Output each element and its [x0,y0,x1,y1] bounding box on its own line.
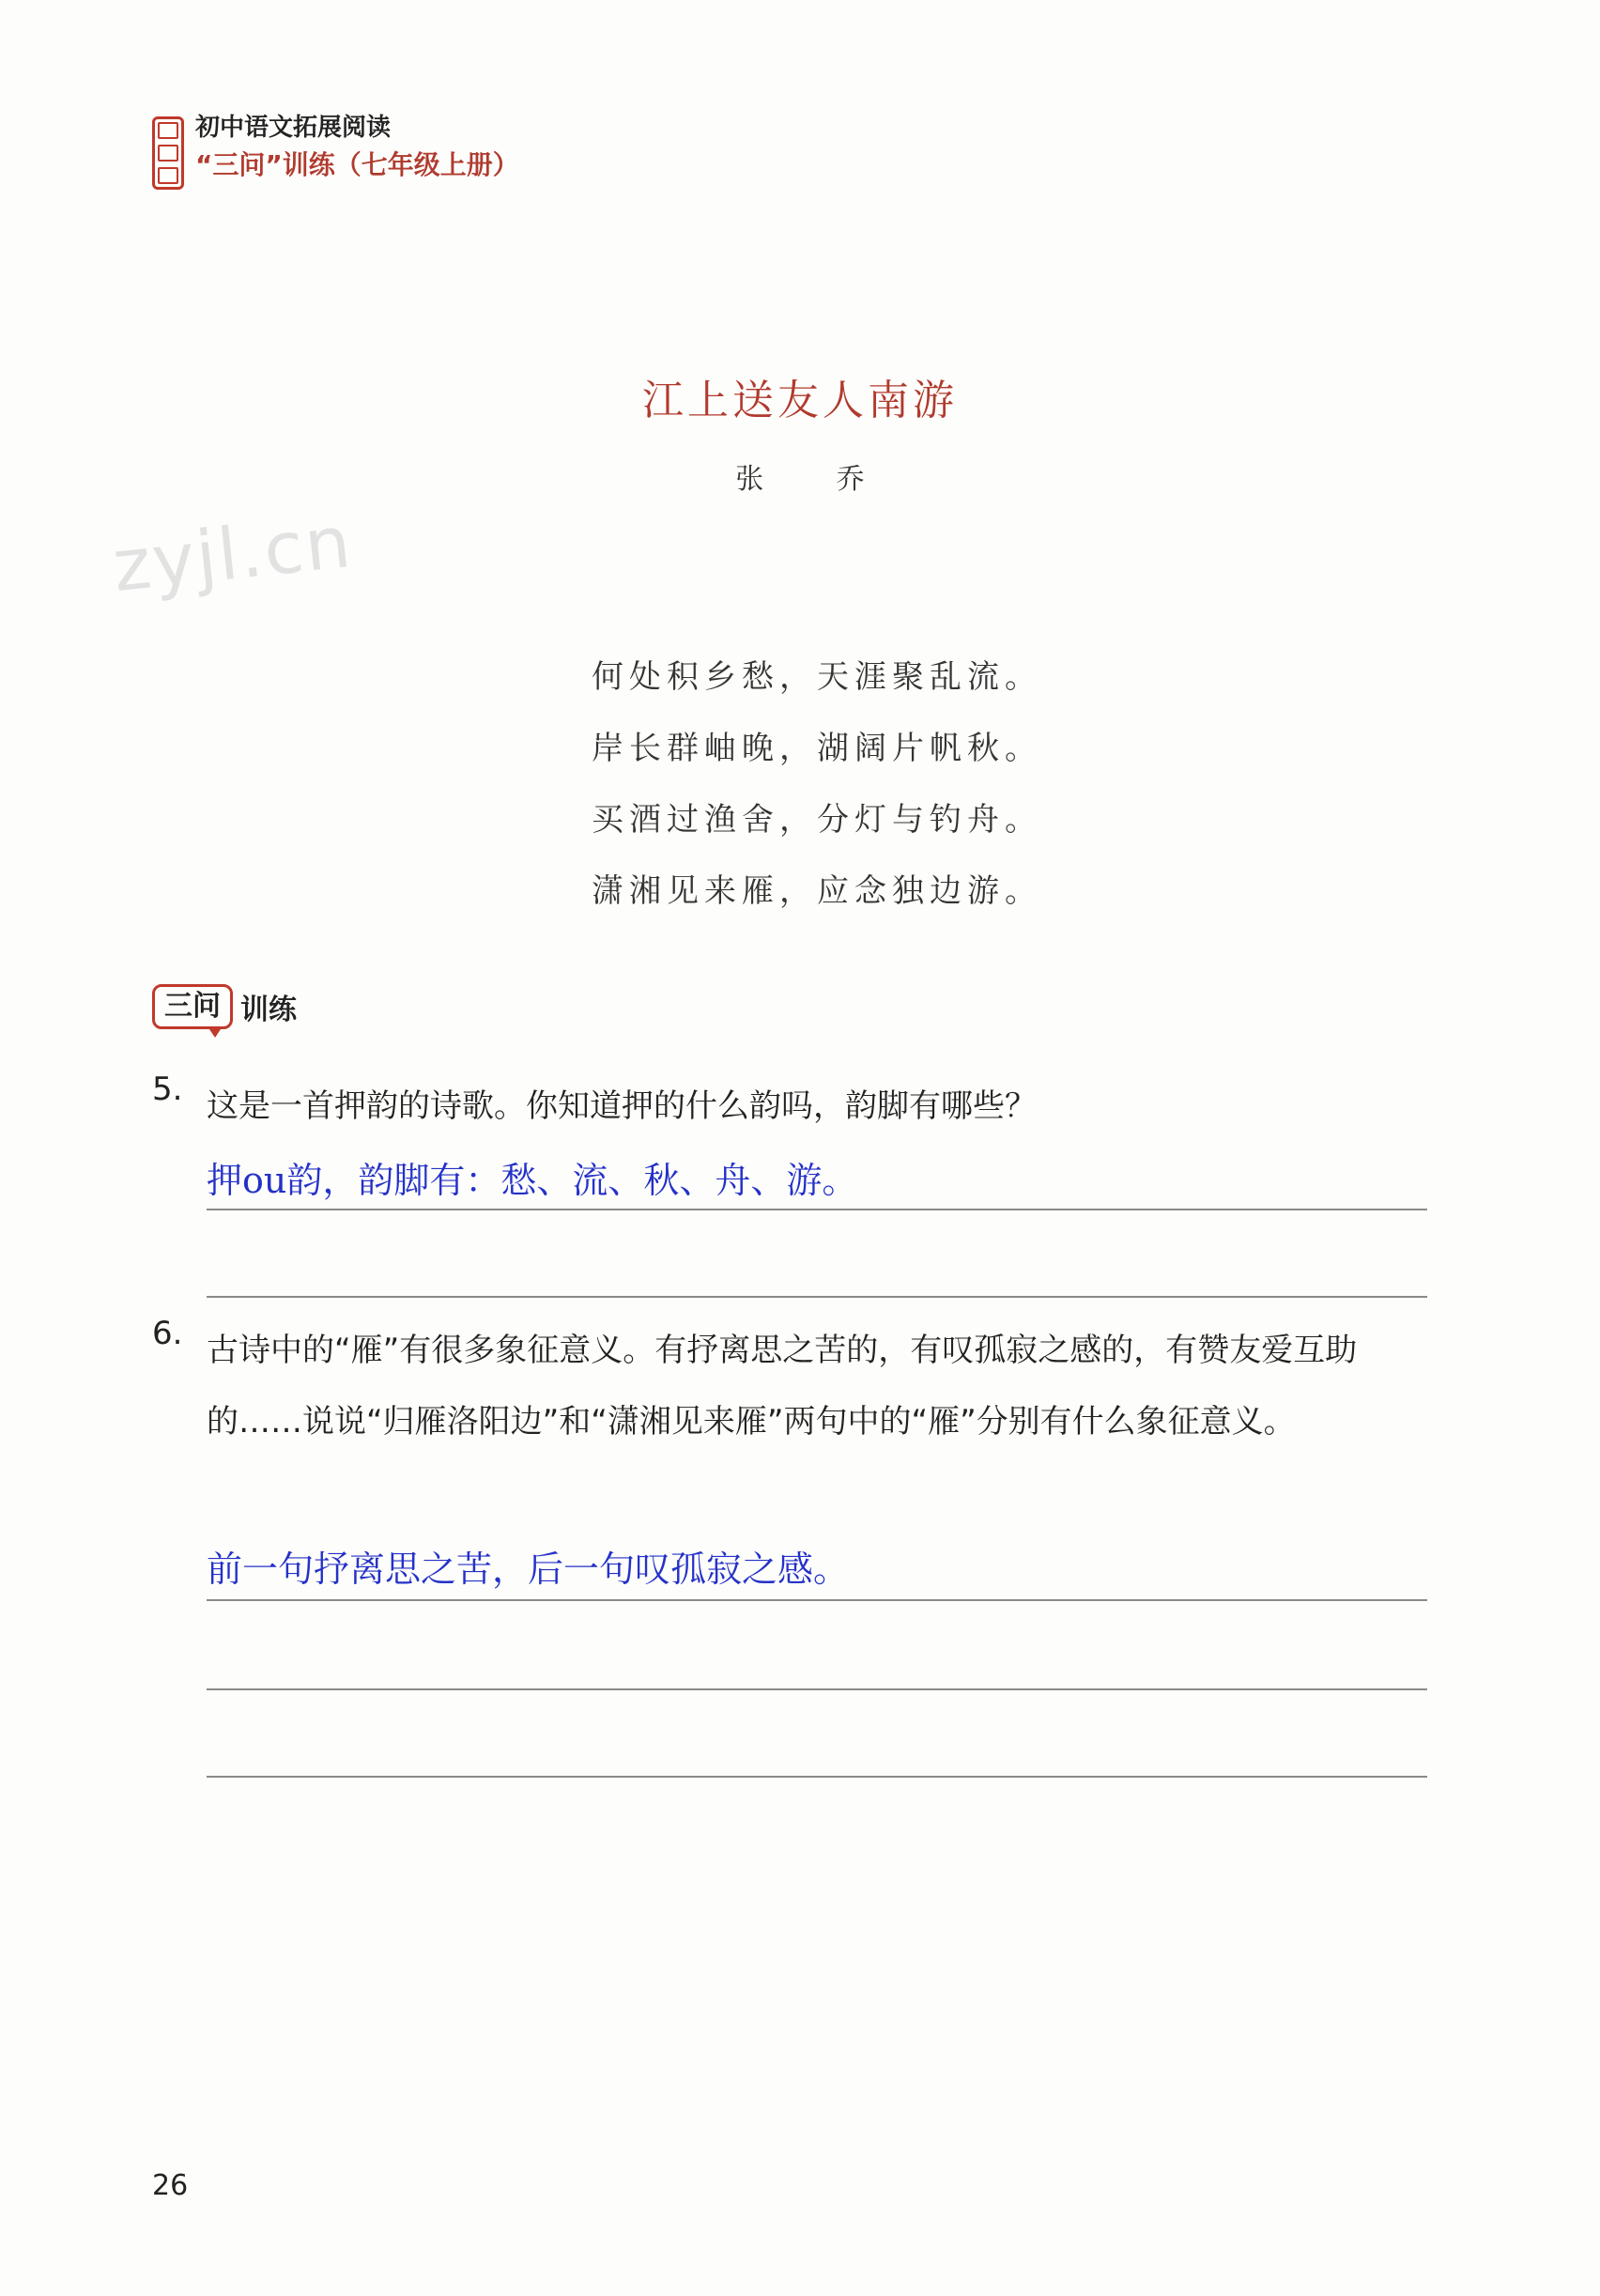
answer-line [207,1688,1427,1690]
seal-logo-icon [152,116,184,190]
answer-line [207,1776,1427,1778]
poem-line: 何处积乡愁，天涯聚乱流。 [592,658,1042,696]
question-text: 这是一首押韵的诗歌。你知道押的什么韵吗，韵脚有哪些？ [207,1087,1037,1125]
watermark: zyjl.cn [109,499,357,609]
poem-line: 买酒过渔舍，分灯与钓舟。 [592,801,1042,839]
section-badge: 三问 [152,984,233,1029]
poem-author: 张 乔 [735,463,897,496]
question-number: 5. [152,1071,183,1108]
answer-line [207,1599,1427,1601]
book-title: “三问”训练（七年级上册） [195,149,519,180]
poem-body [592,653,1042,938]
series-title: 初中语文拓展阅读 [195,114,392,142]
answer-5: 押ou韵，韵脚有：愁、流、秋、舟、游。 [207,1160,858,1201]
header-text [195,111,519,186]
answer-6: 前一句抒离思之苦，后一句叹孤寂之感。 [207,1549,850,1590]
section-heading [152,984,297,1029]
answer-line [207,1296,1427,1298]
page-number: 26 [152,2169,189,2202]
poem-title: 江上送友人南游 [642,377,958,424]
section-label: 训练 [240,994,297,1026]
question-number: 6. [152,1315,183,1352]
poem-line: 潇湘见来雁，应念独边游。 [592,872,1042,910]
poem-line: 岸长群岫晚，湖阔片帆秋。 [592,730,1042,767]
answer-line [207,1209,1427,1210]
question-text: 古诗中的“雁”有很多象征意义。有抒离思之苦的，有叹孤寂之感的，有赞友爱互助的……说说“归雁洛阳边”和“潇湘见来雁”两句中的“雁”分别有什么象征意义。 [207,1332,1358,1441]
